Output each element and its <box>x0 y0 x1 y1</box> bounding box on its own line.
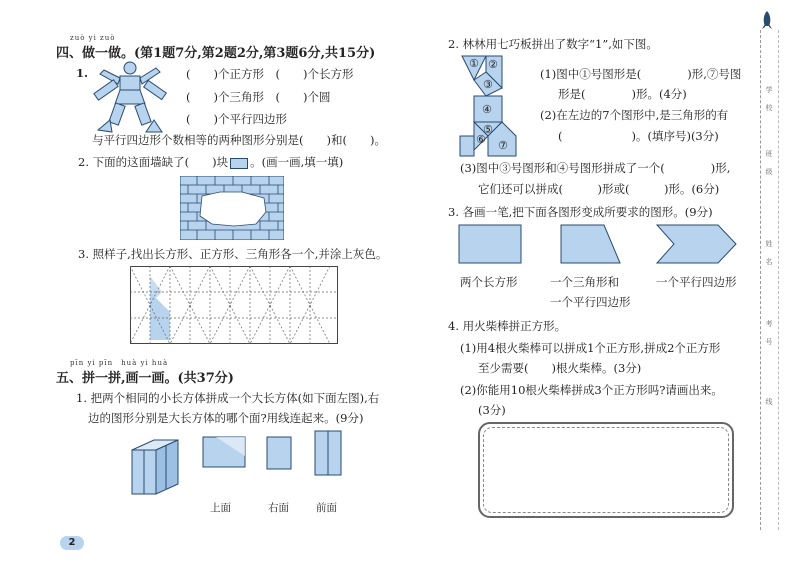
answer-drawing-box[interactable] <box>478 422 734 518</box>
answer-box-inner <box>483 427 729 513</box>
binding-mark-4: 级 <box>765 168 773 175</box>
r-q2-title: 2. 林林用七巧板拼出了数字“1”,如下图。 <box>448 37 658 51</box>
face-top <box>202 436 246 468</box>
r-q3-title: 3. 各画一笔,把下面各图形变成所要求的图形。(9分) <box>448 205 713 219</box>
r-q2-2-a: (2)在左边的7个图形中,是三角形的有 <box>540 108 729 122</box>
dashed-grid-figure <box>130 266 338 344</box>
caption-triangle-and: 一个三角形和 <box>550 275 619 289</box>
caption-parallelogram-2: 一个平行四边形 <box>550 295 631 309</box>
r-q2-1-b: 形是( )形。(4分) <box>558 87 687 101</box>
binding-dashed-line-2 <box>778 30 779 530</box>
q1-line-1: ( )个正方形 ( )个长方形 <box>186 67 354 81</box>
r-q4-2: (2)你能用10根火柴棒拼成3个正方形吗?请画出来。 <box>460 383 723 397</box>
r-q2-2-b: ( )。(填序号)(3分) <box>558 129 719 143</box>
cuboid-figure <box>128 436 184 498</box>
binding-mark-6: 名 <box>765 258 773 265</box>
r-q4-title: 4. 用火柴棒拼正方形。 <box>448 319 567 333</box>
page-number-badge <box>60 536 84 550</box>
sec5-pinyin: pīn yi pīn huà yi huà <box>70 359 169 367</box>
label-top-face: 上面 <box>210 502 231 514</box>
label-right-face: 右面 <box>268 502 289 514</box>
binding-mark-9: 线 <box>765 398 773 405</box>
tangram-label-5: ⑤ <box>483 123 493 136</box>
sec4-pinyin: zuò yi zuò <box>70 34 116 42</box>
q1-line-2: ( )个三角形 ( )个圆 <box>186 90 331 104</box>
r-q2-3-a: (3)图中③号图形和④号图形拼成了一个( )形, <box>460 161 731 175</box>
tangram-label-3: ③ <box>483 78 493 91</box>
shape-chevron <box>656 224 738 264</box>
blue-brick-swatch <box>230 158 248 169</box>
tangram-number-one <box>456 52 526 158</box>
tangram-label-7: ⑦ <box>498 139 508 152</box>
tangram-label-6: ⑥ <box>476 133 486 146</box>
r-q4-1-a: (1)用4根火柴棒可以拼成1个正方形,拼成2个正方形 <box>460 341 721 355</box>
binding-mark-7: 考 <box>765 320 773 327</box>
brick-wall <box>180 176 284 240</box>
q1-line-3: ( )个平行四边形 <box>186 112 287 126</box>
tangram-label-4: ④ <box>482 103 492 116</box>
section-5-title: 五、拼一拼,画一画。(共37分) <box>56 371 234 386</box>
caption-parallelogram: 一个平行四边形 <box>656 275 737 289</box>
shape-trapezoid <box>560 224 622 264</box>
wall-hole <box>200 192 266 226</box>
tangram-label-1: ① <box>469 57 479 70</box>
binding-mark-1: 学 <box>765 86 773 93</box>
binding-mark-2: 校 <box>765 104 773 111</box>
r-q2-1-a: (1)图中①号图形是( )形,⑦号图 <box>540 67 742 81</box>
q2-text <box>78 154 343 170</box>
q3-text: 3. 照样子,找出长方形、正方形、三角形各一个,并涂上灰色。 <box>78 247 388 261</box>
section-4-title: 四、做一做。(第1题7分,第2题2分,第3题6分,共15分) <box>56 46 376 61</box>
caption-two-rectangles: 两个长方形 <box>460 275 518 289</box>
q1-tail: 与平行四边形个数相等的两种图形分别是( )和( )。 <box>92 133 386 147</box>
q1-number: 1. <box>76 66 89 80</box>
rocket-icon <box>760 10 774 32</box>
shape-rectangle <box>458 224 522 264</box>
label-front-face: 前面 <box>316 502 337 514</box>
s5q1-line-1: 1. 把两个相同的小长方体拼成一个大长方体(如下面左图),右 <box>76 391 380 405</box>
binding-dashed-line <box>760 30 761 530</box>
face-front <box>314 430 342 476</box>
face-right <box>266 436 292 470</box>
binding-mark-8: 号 <box>765 338 773 345</box>
tangram-label-2: ② <box>488 58 498 71</box>
binding-mark-3: 班 <box>765 150 773 157</box>
q2-text-tail: 。(画一画,填一填) <box>250 155 344 169</box>
page-number: 2 <box>68 537 76 548</box>
s5q1-line-2: 边的图形分别是大长方体的哪个面?用线连起来。(9分) <box>88 411 364 425</box>
r-q2-3-b: 它们还可以拼成( )形或( )形。(6分) <box>478 182 720 196</box>
r-q4-1-b: 至少需要( )根火柴棒。(3分) <box>478 361 642 375</box>
q2-text-main: 2. 下面的这面墙缺了( )块 <box>78 155 229 169</box>
r-q4-2-score: (3分) <box>478 403 506 417</box>
shape-robot-figure <box>90 58 172 138</box>
binding-mark-5: 姓 <box>765 240 773 247</box>
